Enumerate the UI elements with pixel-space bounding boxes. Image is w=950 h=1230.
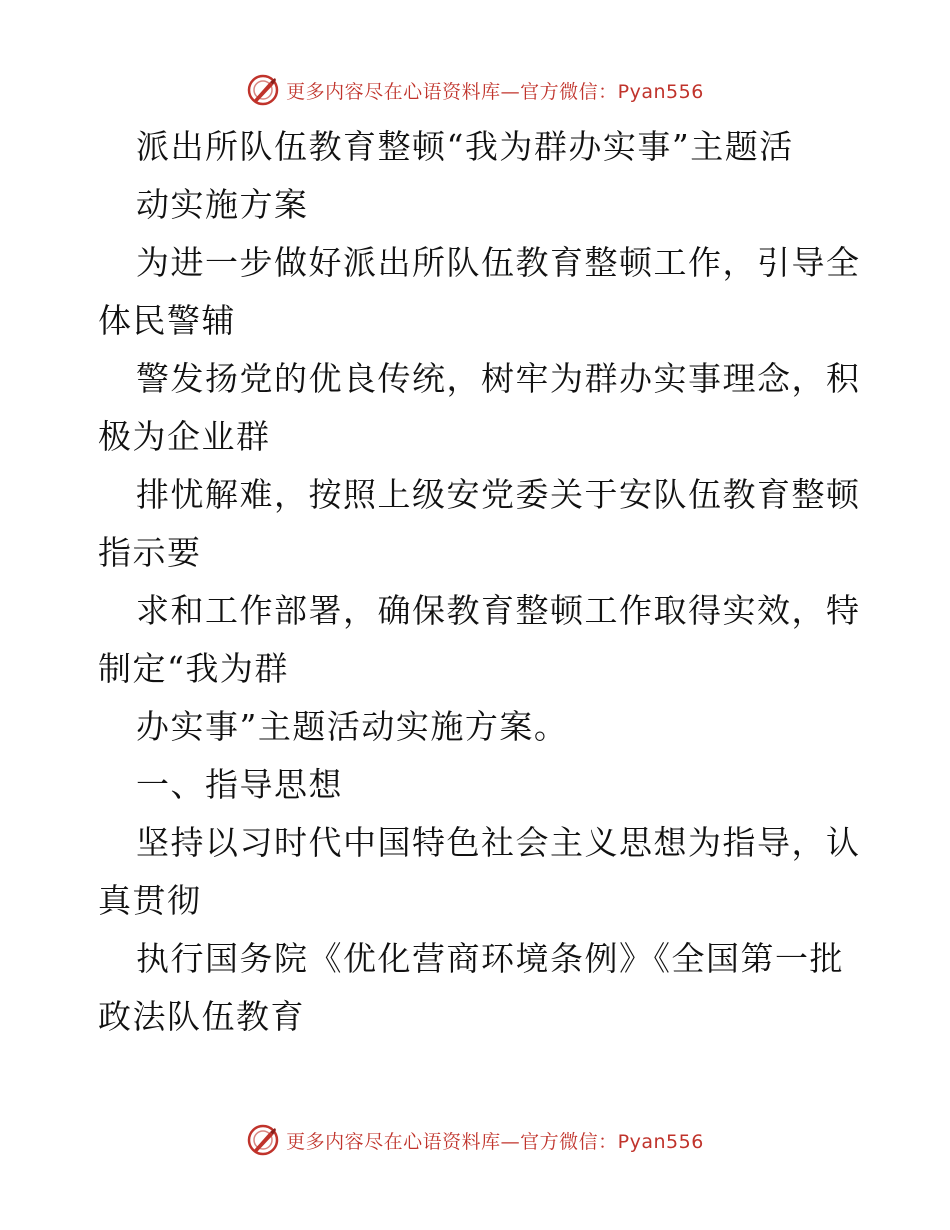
footer-watermark [0, 1120, 950, 1160]
document-line: 真贯彻 [98, 881, 202, 920]
document-line: 指示要 [98, 533, 202, 572]
watermark-wechat-id: Pyan556 [617, 80, 704, 103]
watermark-site-text: 更多内容尽在心语资料库—官方微信： [286, 80, 618, 103]
document-line: 求和工作部署，确保教育整顿工作取得实效，特 [136, 591, 861, 630]
document-line: 办实事”主题活动实施方案。 [136, 707, 569, 746]
document-line: 制定“我为群 [98, 649, 289, 688]
watermark-wechat-id: Pyan556 [617, 1130, 704, 1153]
watermark-site-text: 更多内容尽在心语资料库—官方微信： [286, 1130, 618, 1153]
pen-logo-icon [246, 73, 280, 107]
document-body [98, 118, 861, 1046]
document-line: 派出所队伍教育整顿“我为群办实事”主题活 [136, 127, 794, 166]
document-line: 执行国务院《优化营商环境条例》《全国第一批 [136, 939, 844, 978]
document-line: 坚持以习时代中国特色社会主义思想为指导，认 [136, 823, 861, 862]
document-line: 警发扬党的优良传统，树牢为群办实事理念，积 [136, 359, 861, 398]
document-line: 政法队伍教育 [98, 997, 305, 1036]
pen-logo-icon [246, 1123, 280, 1157]
document-line: 为进一步做好派出所队伍教育整顿工作，引导全 [136, 243, 861, 282]
document-line: 一、指导思想 [136, 765, 343, 804]
document-line: 排忧解难，按照上级安党委关于安队伍教育整顿 [136, 475, 861, 514]
header-watermark [0, 70, 950, 110]
document-line: 体民警辅 [98, 301, 236, 340]
document-line: 动实施方案 [136, 185, 309, 224]
document-line: 极为企业群 [98, 417, 271, 456]
